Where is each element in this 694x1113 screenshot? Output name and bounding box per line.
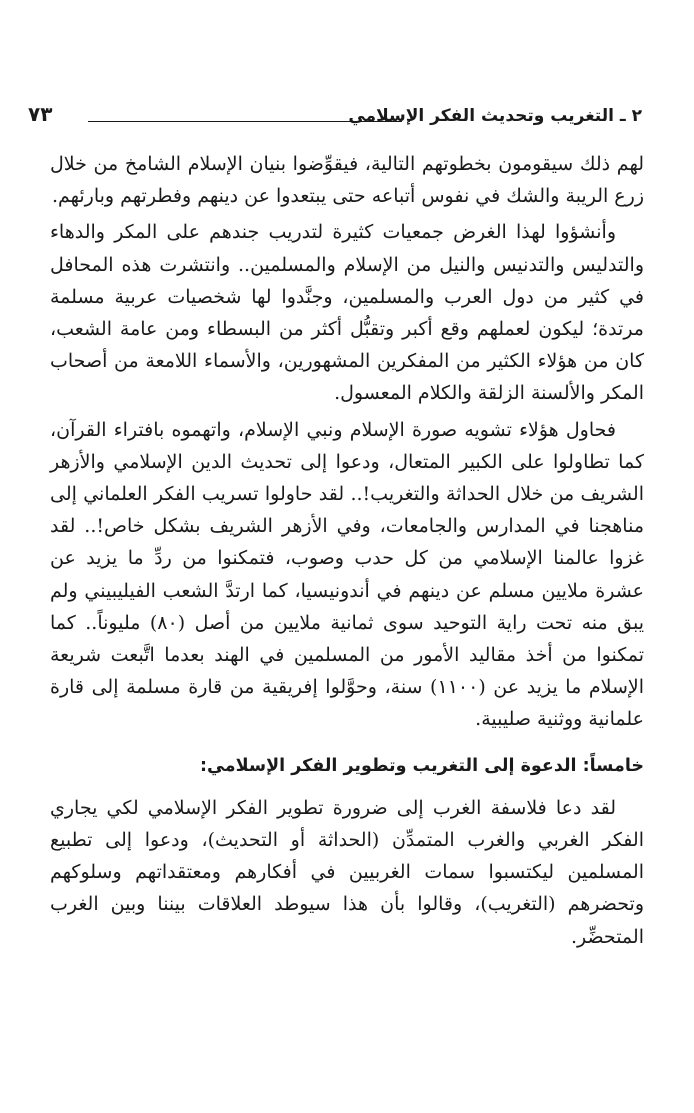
paragraph-3: فحاول هؤلاء تشويه صورة الإسلام ونبي الإسلام، واتهموه بافتراء القرآن، كما تطاولوا على الكبير المتعال، ودعوا إلى تحديث الدين الإسلامي والأزهر الشريف من خلال الحداثة والتغريب!.. لقد حاولوا تسريب الفكر العلماني إلى مناهجنا في المدارس والجامعات، وفي الأزهر الشريف بشكل خاص!.. لقد غزوا عالمنا الإسلامي من كل حدب وصوب، فتمكنوا من ردِّ ما يزيد عن عشرة ملايين مسلم عن دينهم في أندونيسيا، كما ارتدَّ الشعب الفيليبيني ولم يبق منه تحت راية التوحيد سوى ثمانية ملايين من أصل (٨٠) مليوناً.. كما تمكنوا من أخذ مقاليد الأمور من المسلمين في الهند بعدما اتَّبعت شريعة الإسلام ما يزيد عن (١١٠٠) سنة، وحوَّلوا إفريقية من قارة مسلمة إلى قارة علمانية ووثنية صليبية. [50,418,645,731]
running-title: ٢ ـ التغريب وتحديث الفكر الإسلامي [348,106,642,126]
header-rule [88,121,402,122]
paragraph-1: لهم ذلك سيقومون بخطوتهم التالية، فيقوِّضوا بنيان الإسلام الشامخ من خلال زرع الريبة والشك في نفوس أتباعه حتى يبتعدوا عن دينهم وفطرتهم وبارئهم. [50,153,644,208]
section-heading: خامساً: الدعوة إلى التغريب وتطوير الفكر الإسلامي: [200,755,644,776]
page-number: ٧٣ [28,102,53,126]
section-paragraph: لقد دعا فلاسفة الغرب إلى ضرورة تطوير الفكر الإسلامي لكي يجاري الفكر الغربي والغرب المتمدِّن (الحداثة أو التحديث)، ودعوا إلى تطبيع المسلمين ليكتسبوا سمات الغربيين في أفكارهم ومعتقداتهم وسلوكهم وتحضرهم (التغريب)، وقالوا بأن هذا سيوطد العلاقات بيننا وبين الغرب المتحضِّر. [50,796,644,948]
paragraph-2: وأنشؤوا لهذا الغرض جمعيات كثيرة لتدريب جندهم على المكر والدهاء والتدليس والتدنيس والنيل من الإسلام والمسلمين.. وانتشرت هذه المحافل في كثير من دول العرب والمسلمين، وجنَّدوا لها شخصيات عربية مسلمة مرتدة؛ ليكون لعملهم وقع أكبر وتقبُّل أكثر من البسطاء ومن عامة الشعب، كان من هؤلاء الكثير من المفكرين المشهورين، والأسماء اللامعة من أصحاب المكر والألسنة الزلقة والكلام المعسول. [50,221,644,405]
page-header [28,86,642,126]
body-text [50,148,644,957]
